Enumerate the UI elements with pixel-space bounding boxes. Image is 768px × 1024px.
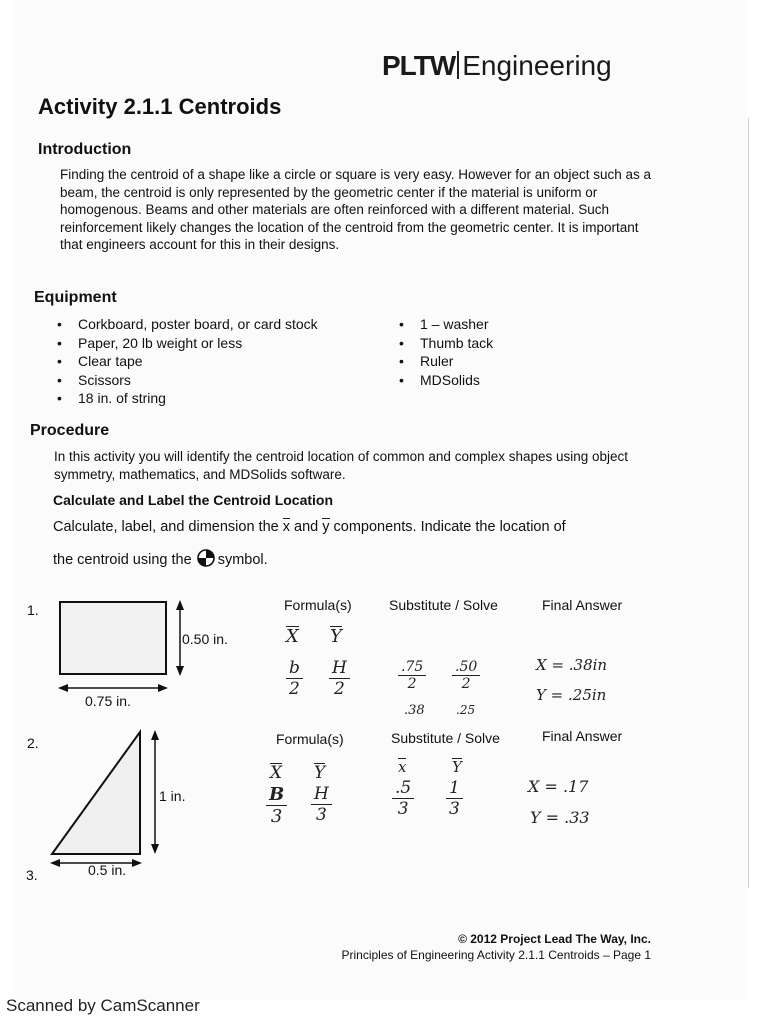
- instruction-line-1: [53, 518, 566, 535]
- instruction-text: and: [294, 519, 319, 535]
- x-bar-symbol: x: [282, 519, 290, 535]
- substitute-header: Substitute / Solve: [391, 730, 500, 746]
- handwritten-text: 3: [270, 806, 283, 827]
- handwritten-text: 1: [446, 778, 463, 799]
- solve-x-fraction: [392, 778, 414, 819]
- solve-y-label: [452, 758, 462, 776]
- formula-y-fraction: [329, 658, 350, 699]
- solve-y-result: .25: [456, 703, 476, 717]
- logo-brand: PLTW: [382, 50, 456, 81]
- formula-x: [286, 626, 299, 647]
- handwritten-text: Y: [330, 626, 342, 647]
- triangle-figure: [42, 724, 172, 870]
- equipment-list-left: [54, 316, 318, 409]
- final-y-answer: Y = .25in: [536, 686, 607, 704]
- final-header: Final Answer: [542, 728, 623, 744]
- formula-y: [330, 626, 342, 647]
- handwritten-text: .50: [452, 659, 480, 676]
- handwritten-text: .5: [392, 778, 414, 799]
- handwritten-text: H: [311, 784, 332, 805]
- formula-header: Formula(s): [276, 731, 344, 747]
- rectangle-figure: [50, 596, 250, 714]
- list-item: • Paper, 20 lb weight or less: [54, 335, 318, 354]
- procedure-subheading: Calculate and Label the Centroid Location: [53, 492, 334, 508]
- formula-y: [314, 763, 325, 783]
- formula-x-fraction: [286, 658, 303, 699]
- procedure-heading: Procedure: [30, 422, 110, 439]
- list-item: • Scissors: [54, 372, 318, 391]
- solve-x-result: .38: [404, 703, 425, 718]
- page-title: Activity 2.1.1 Centroids: [38, 94, 282, 119]
- list-item: • Ruler: [396, 353, 493, 372]
- formula-y-fraction: [311, 784, 332, 825]
- instruction-line-2: [53, 548, 268, 568]
- logo-divider: [457, 51, 459, 79]
- height-label: 1 in.: [159, 788, 186, 804]
- handwritten-text: X: [286, 626, 299, 647]
- solve-y-fraction: [452, 659, 480, 692]
- list-item: • 1 – washer: [396, 316, 493, 335]
- y-bar-symbol: y: [322, 519, 330, 535]
- final-header: Final Answer: [542, 597, 623, 613]
- instruction-text: Calculate, label, and dimension the: [53, 519, 279, 535]
- list-item: • 18 in. of string: [54, 390, 318, 409]
- final-x-answer: X = .17: [528, 777, 589, 796]
- handwritten-text: 3: [449, 799, 460, 819]
- instruction-text: symbol.: [217, 552, 268, 568]
- substitute-header: Substitute / Solve: [389, 597, 498, 613]
- handwritten-text: .75: [398, 659, 426, 676]
- handwritten-text: b: [286, 658, 303, 679]
- handwritten-text: Y: [452, 758, 462, 776]
- list-item: • MDSolids: [396, 372, 493, 391]
- formula-x-fraction: [266, 784, 287, 827]
- list-item: • Thumb tack: [396, 335, 493, 354]
- instruction-text: components. Indicate the location of: [333, 519, 566, 535]
- handwritten-text: 2: [461, 676, 471, 692]
- handwritten-text: B: [266, 784, 287, 806]
- width-label: 0.5 in.: [88, 862, 127, 878]
- intro-heading: Introduction: [38, 141, 132, 158]
- handwritten-text: 3: [397, 799, 409, 819]
- scan-edge-line: [748, 118, 749, 888]
- width-label: 0.75 in.: [85, 693, 131, 709]
- problem-number: 2.: [27, 735, 39, 751]
- handwritten-text: H: [329, 658, 350, 679]
- final-x-answer: X = .38in: [536, 656, 608, 674]
- centroid-icon: [196, 548, 216, 568]
- handwritten-text: 3: [316, 805, 327, 825]
- list-item: • Clear tape: [54, 353, 318, 372]
- instruction-text: the centroid using the: [53, 552, 192, 568]
- problem-number: 3.: [26, 867, 38, 883]
- logo-product: Engineering: [462, 50, 612, 81]
- footer-course: Principles of Engineering Activity 2.1.1 Centroids – Page 1: [341, 948, 651, 962]
- solve-y-fraction: [446, 778, 463, 819]
- handwritten-text: 2: [407, 676, 417, 692]
- handwritten-text: 2: [289, 679, 300, 699]
- solve-x-fraction: [398, 659, 426, 692]
- list-item: • Corkboard, poster board, or card stock: [54, 316, 318, 335]
- handwritten-text: X: [270, 763, 283, 783]
- footer-copyright: © 2012 Project Lead The Way, Inc.: [458, 932, 651, 946]
- handwritten-text: Y: [314, 763, 326, 783]
- pltw-logo: [382, 50, 612, 82]
- formula-x: [270, 763, 282, 783]
- formula-header: Formula(s): [284, 597, 352, 613]
- procedure-text: In this activity you will identify the centroid location of common and complex shapes using object symmetry, mathematics, and MDSolids software.: [54, 449, 629, 482]
- intro-text: Finding the centroid of a shape like a circle or square is very easy. However for an object such as a beam, the centroid is only represented by the geometric center if the material is uniform or homogenous. Beams and other materials are often reinforced with a different material. Such reinforcement likely changes the location of the centroid from the geometric center. It is important that engineers account for this in their designs.: [60, 167, 652, 252]
- problem-number: 1.: [27, 602, 39, 618]
- equipment-list-right: [396, 316, 493, 390]
- height-label: 0.50 in.: [182, 631, 228, 647]
- handwritten-text: x: [398, 758, 407, 776]
- handwritten-text: 2: [334, 679, 345, 699]
- solve-x-label: [398, 758, 406, 776]
- equipment-heading: Equipment: [34, 289, 117, 306]
- final-y-answer: Y = .33: [530, 808, 590, 827]
- scanner-watermark: Scanned by CamScanner: [6, 996, 200, 1015]
